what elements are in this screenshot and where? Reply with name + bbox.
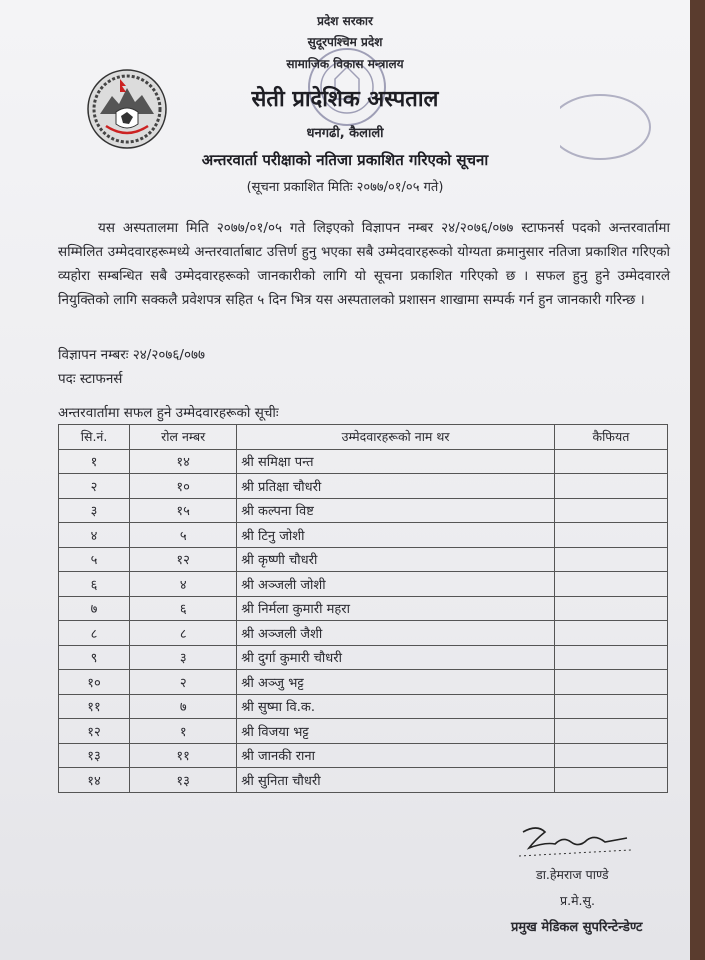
serial-cell: २ xyxy=(59,474,130,499)
serial-cell: १२ xyxy=(59,719,130,744)
hospital-location: धनगढी, कैलाली xyxy=(306,126,384,141)
name-cell: श्री समिक्षा पन्त xyxy=(237,449,555,474)
serial-cell: १ xyxy=(59,449,130,474)
remarks-cell xyxy=(554,621,667,646)
table-row xyxy=(59,449,668,474)
serial-cell: १४ xyxy=(59,768,130,793)
table-row xyxy=(59,694,668,719)
notice-paragraph: यस अस्पतालमा मिति २०७७/०१/०५ गते लिइएको विज्ञापन नम्बर २४/२०७६/०७७ स्टाफनर्स पदको अन्तरवार्तामा सम्मिलित उम्मेदवारहरूमध्ये अन्तरवार्ताबाट उत्तिर्ण हुनु भएका सबै उम्मेदवारहरूको योग्यता क्रमानुसार नतिजा प्रकाशित गरिएको व्यहोरा सम्बन्धित सबै उम्मेदवारहरूको जानकारीको लागि यो सूचना प्रकाशित गरिएको छ । सफल हुनु हुने उम्मेदवारले नियुक्तिको लागि सक्कलै प्रवेशपत्र सहित ५ दिन भित्र यस अस्पतालको प्रशासन शाखामा सम्पर्क गर्न हुन जानकारी गरिन्छ । xyxy=(58,220,670,308)
gov-line-3: सामाजिक विकास मन्त्रालय xyxy=(286,57,404,71)
name-cell: श्री दुर्गा कुमारी चौधरी xyxy=(237,645,555,670)
remarks-cell xyxy=(554,596,667,621)
handwritten-signature xyxy=(515,818,635,866)
remarks-cell xyxy=(554,523,667,548)
serial-cell: ७ xyxy=(59,596,130,621)
serial-cell: १३ xyxy=(59,743,130,768)
table-row xyxy=(59,474,668,499)
table-row xyxy=(59,523,668,548)
list-title: अन्तरवार्तामा सफल हुने उम्मेदवारहरूको सूचीः xyxy=(58,405,279,421)
table-row xyxy=(59,572,668,597)
name-cell: श्री विजया भट्ट xyxy=(237,719,555,744)
table-row xyxy=(59,743,668,768)
roll-cell: ४ xyxy=(130,572,237,597)
table-row xyxy=(59,621,668,646)
serial-cell: १० xyxy=(59,670,130,695)
name-cell: श्री कल्पना विष्ट xyxy=(237,498,555,523)
header-remarks: कैफियत xyxy=(554,425,667,450)
remarks-cell xyxy=(554,768,667,793)
header-roll: रोल नम्बर xyxy=(130,425,237,450)
name-cell: श्री अञ्जली जोशी xyxy=(237,572,555,597)
header-serial: सि.नं. xyxy=(59,425,130,450)
hospital-name: सेती प्रादेशिक अस्पताल xyxy=(251,87,439,112)
remarks-cell xyxy=(554,474,667,499)
remarks-cell xyxy=(554,547,667,572)
remarks-cell xyxy=(554,670,667,695)
remarks-cell xyxy=(554,498,667,523)
serial-cell: ६ xyxy=(59,572,130,597)
name-cell: श्री कृष्णी चौधरी xyxy=(237,547,555,572)
remarks-cell xyxy=(554,572,667,597)
roll-cell: १४ xyxy=(130,449,237,474)
name-cell: श्री प्रतिक्षा चौधरी xyxy=(237,474,555,499)
remarks-cell xyxy=(554,694,667,719)
roll-cell: ११ xyxy=(130,743,237,768)
results-table xyxy=(58,424,668,793)
roll-cell: १३ xyxy=(130,768,237,793)
name-cell: श्री अञ्जु भट्ट xyxy=(237,670,555,695)
table-row xyxy=(59,670,668,695)
roll-cell: १ xyxy=(130,719,237,744)
table-row xyxy=(59,645,668,670)
table-row xyxy=(59,498,668,523)
name-cell: श्री जानकी राना xyxy=(237,743,555,768)
name-cell: श्री टिनु जोशी xyxy=(237,523,555,548)
remarks-cell xyxy=(554,645,667,670)
roll-cell: ५ xyxy=(130,523,237,548)
signatory-abbr: प्र.मे.सु. xyxy=(560,893,595,908)
publish-date: (सूचना प्रकाशित मितिः २०७७/०१/०५ गते) xyxy=(246,180,444,195)
remarks-cell xyxy=(554,449,667,474)
gov-line-1: प्रदेश सरकार xyxy=(317,14,373,28)
roll-cell: १५ xyxy=(130,498,237,523)
serial-cell: ३ xyxy=(59,498,130,523)
notice-title: अन्तरवार्ता परीक्षाको नतिजा प्रकाशित गरिएको सूचना xyxy=(201,151,489,169)
header-name: उम्मेदवारहरूको नाम थर xyxy=(237,425,555,450)
serial-cell: ४ xyxy=(59,523,130,548)
table-header-row xyxy=(59,425,668,450)
table-row xyxy=(59,547,668,572)
background-edge xyxy=(690,0,705,960)
name-cell: श्री अञ्जली जैशी xyxy=(237,621,555,646)
roll-cell: १२ xyxy=(130,547,237,572)
table-row xyxy=(59,596,668,621)
serial-cell: ९ xyxy=(59,645,130,670)
serial-cell: ८ xyxy=(59,621,130,646)
gov-line-2: सुदूरपश्चिम प्रदेश xyxy=(307,35,383,49)
post-name: पदः स्टाफनर्स xyxy=(58,371,123,387)
roll-cell: ३ xyxy=(130,645,237,670)
table-row xyxy=(59,768,668,793)
roll-cell: ६ xyxy=(130,596,237,621)
signatory-name: डा.हेमराज पाण्डे xyxy=(536,867,609,882)
signatory-title: प्रमुख मेडिकल सुपरिन्टेन्डेण्ट xyxy=(511,920,643,935)
roll-cell: २ xyxy=(130,670,237,695)
advertisement-number: विज्ञापन नम्बरः २४/२०७६/०७७ xyxy=(58,347,206,363)
name-cell: श्री सुष्मा वि.क. xyxy=(237,694,555,719)
table-row xyxy=(59,719,668,744)
table-body xyxy=(59,449,668,792)
roll-cell: ८ xyxy=(130,621,237,646)
roll-cell: ७ xyxy=(130,694,237,719)
name-cell: श्री निर्मला कुमारी महरा xyxy=(237,596,555,621)
remarks-cell xyxy=(554,743,667,768)
roll-cell: १० xyxy=(130,474,237,499)
serial-cell: ५ xyxy=(59,547,130,572)
remarks-cell xyxy=(554,719,667,744)
serial-cell: ११ xyxy=(59,694,130,719)
name-cell: श्री सुनिता चौधरी xyxy=(237,768,555,793)
